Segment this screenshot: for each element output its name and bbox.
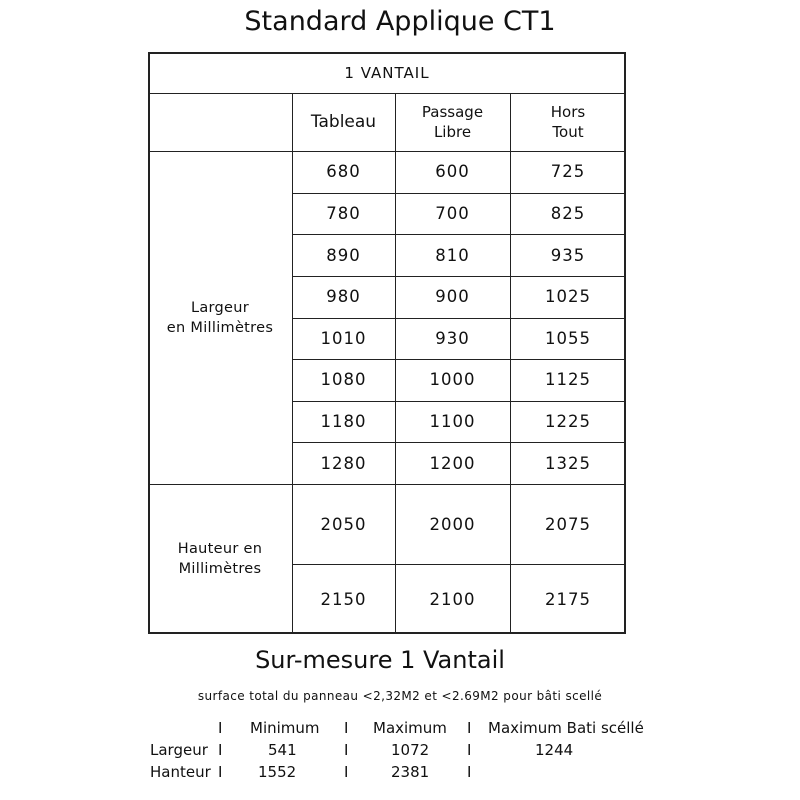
table-cell: 2075	[545, 514, 591, 534]
separator: I	[467, 741, 472, 759]
table-cell: 600	[435, 162, 470, 182]
table-cell: 1025	[545, 287, 591, 307]
largeur-max: 1072	[391, 741, 430, 759]
column-header-line2: Libre	[433, 123, 472, 141]
table-cell: 930	[435, 328, 470, 348]
table-cell: 1100	[429, 412, 476, 432]
table-cell: 1055	[545, 328, 591, 348]
table-cell: 810	[435, 245, 470, 265]
table-cell: 700	[435, 203, 470, 223]
table-cell: 1080	[320, 370, 367, 390]
column-header-line1: Tableau	[310, 112, 377, 132]
separator: I	[467, 763, 472, 781]
table-cell: 890	[326, 245, 361, 265]
table-cell: 1225	[545, 412, 591, 432]
largeur-max-bati: 1244	[535, 741, 574, 759]
height-group-label-line: Millimètres	[178, 561, 262, 577]
hanteur-max: 2381	[391, 763, 430, 781]
table-cell: 2050	[320, 514, 367, 534]
table-cell: 1325	[545, 453, 591, 473]
separator: I	[467, 719, 472, 737]
column-header-line1: Passage	[421, 103, 484, 121]
table-cell: 2150	[320, 589, 367, 609]
sur-mesure-title: Sur-mesure 1 Vantail	[255, 646, 505, 674]
separator: I	[344, 763, 349, 781]
table-cell: 980	[326, 287, 361, 307]
width-group-label-line: Largeur	[190, 299, 250, 316]
column-header	[510, 93, 626, 151]
sur-mesure-note: surface total du panneau <2,32M2 et <2.69M2 pour bâti scellé	[197, 689, 603, 703]
table-cell: 2175	[545, 589, 591, 609]
height-group-label-line: Hauteur en	[177, 541, 263, 557]
height-group-label	[148, 484, 292, 634]
table-cell: 1200	[429, 453, 476, 473]
table-cell: 1010	[320, 328, 367, 348]
table-cell: 725	[550, 162, 586, 182]
column-header-line1: Hors	[550, 103, 586, 121]
page-title: Standard Applique CT1	[244, 6, 556, 37]
table-cell: 1000	[429, 370, 476, 390]
row-label-hanteur: Hanteur	[150, 763, 211, 781]
table-cell: 1280	[320, 453, 367, 473]
width-group-label-line: en Millimètres	[166, 319, 274, 336]
table-cell: 2100	[429, 589, 476, 609]
largeur-min: 541	[268, 741, 297, 759]
table-cell: 1180	[320, 412, 367, 432]
table-cell: 825	[550, 203, 586, 223]
separator: I	[344, 741, 349, 759]
width-group-label	[148, 151, 292, 484]
table-cell: 680	[326, 162, 361, 182]
table-header-vantail: 1 VANTAIL	[344, 63, 430, 82]
header-minimum: Minimum	[250, 719, 320, 737]
column-header-line2: Tout	[552, 123, 584, 141]
separator: I	[218, 719, 223, 737]
table-cell: 1125	[545, 370, 591, 390]
row-label-largeur: Largeur	[150, 741, 208, 759]
header-maximum-bati: Maximum Bati scéllé	[488, 719, 644, 737]
separator: I	[344, 719, 349, 737]
table-cell: 780	[326, 203, 361, 223]
table-cell: 2000	[429, 514, 476, 534]
separator: I	[218, 741, 223, 759]
column-header	[292, 93, 395, 151]
header-maximum: Maximum	[373, 719, 447, 737]
table-cell: 900	[435, 287, 470, 307]
table-cell: 935	[550, 245, 586, 265]
column-header	[395, 93, 510, 151]
separator: I	[218, 763, 223, 781]
hanteur-min: 1552	[258, 763, 297, 781]
